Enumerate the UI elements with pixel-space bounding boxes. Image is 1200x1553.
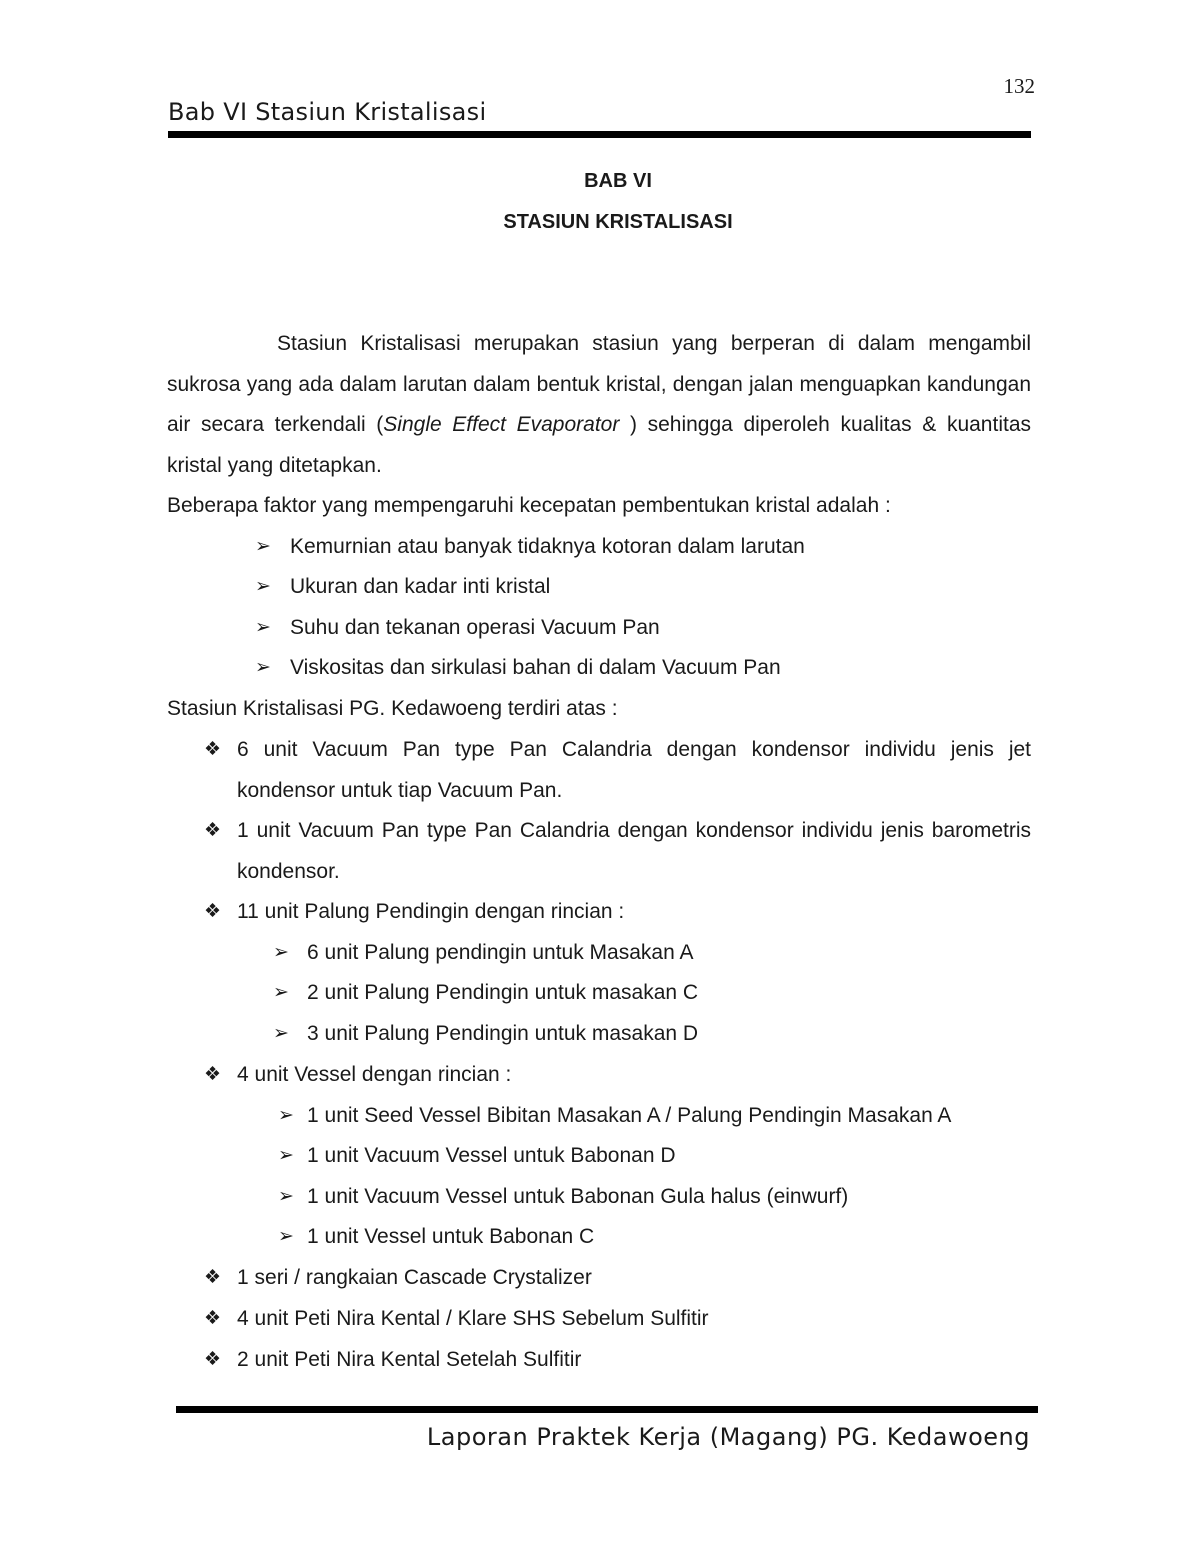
list-item: 11 unit Palung Pendingin dengan rincian : [237,900,625,923]
diamond-bullet-icon: ❖ [204,1267,222,1288]
diamond-bullet-icon: ❖ [204,1349,222,1370]
header-rule [168,131,1031,138]
arrow-bullet-icon: ➢ [273,942,289,963]
list-item: 4 unit Peti Nira Kental / Klare SHS Sebelum Sulfitir [237,1307,709,1330]
intro-paragraph [167,324,1031,486]
list-item: 1 unit Vacuum Pan type Pan Calandria dengan kondensor individu jenis barometris kondensor. [237,819,1031,883]
diamond-bullet-icon: ❖ [204,820,222,841]
footer-rule [176,1406,1038,1413]
sub-list-item-text: 2 unit Palung Pendingin untuk masakan C [307,981,699,1004]
running-footer: Laporan Praktek Kerja (Magang) PG. Kedawoeng [426,1423,1030,1451]
arrow-bullet-icon: ➢ [273,1023,289,1044]
sub-list-item-text: 1 unit Vessel untuk Babonan C [307,1225,595,1248]
arrow-bullet-icon: ➢ [255,657,271,678]
sub-list-item-text: 1 unit Vacuum Vessel untuk Babonan D [307,1144,676,1167]
diamond-bullet-icon: ❖ [204,739,222,760]
list-item: 2 unit Peti Nira Kental Setelah Sulfitir [237,1348,582,1371]
arrow-bullet-icon: ➢ [278,1105,294,1126]
page-number: 132 [1003,74,1035,98]
diamond-bullet-icon: ❖ [204,1308,222,1329]
arrow-bullet-icon: ➢ [273,982,289,1003]
arrow-bullet-icon: ➢ [255,536,271,557]
list-item-text: Ukuran dan kadar inti kristal [290,575,551,598]
factors-lead: Beberapa faktor yang mempengaruhi kecepatan pembentukan kristal adalah : [167,494,891,517]
diamond-bullet-icon: ❖ [204,901,222,922]
arrow-bullet-icon: ➢ [278,1145,294,1166]
list-item: 1 seri / rangkaian Cascade Crystalizer [237,1266,592,1289]
intro-text-end: ) sehingga diperoleh kualitas & kuantitas kristal yang ditetapkan. [167,413,1031,477]
intro-text-start: Stasiun Kristalisasi merupakan stasiun yang berperan di dalam mengambil sukrosa yang ada dalam larutan dalam bentuk kristal, dengan jalan menguapkan kandungan air secara terkendali ( [167,332,1031,437]
chapter-title: STASIUN KRISTALISASI [503,211,733,233]
diamond-bullet-icon: ❖ [204,1064,222,1085]
arrow-bullet-icon: ➢ [255,576,271,597]
list-item-text: Viskositas dan sirkulasi bahan di dalam Vacuum Pan [290,656,781,679]
list-item: 4 unit Vessel dengan rincian : [237,1063,512,1086]
sub-list-item-text: 1 unit Seed Vessel Bibitan Masakan A / Palung Pendingin Masakan A [307,1104,952,1127]
list-item: 6 unit Vacuum Pan type Pan Calandria dengan kondensor individu jenis jet kondensor untuk tiap Vacuum Pan. [237,738,1031,802]
sub-list-item-text: 3 unit Palung Pendingin untuk masakan D [307,1022,699,1045]
list-item-text: Suhu dan tekanan operasi Vacuum Pan [290,616,660,639]
intro-italic-term: Single Effect Evaporator [383,413,620,437]
list-item-text: Kemurnian atau banyak tidaknya kotoran dalam larutan [290,535,805,558]
sub-list-item-text: 1 unit Vacuum Vessel untuk Babonan Gula halus (einwurf) [307,1185,849,1208]
arrow-bullet-icon: ➢ [278,1186,294,1207]
arrow-bullet-icon: ➢ [255,617,271,638]
chapter-number: BAB VI [584,170,652,192]
station-lead: Stasiun Kristalisasi PG. Kedawoeng terdiri atas : [167,697,618,720]
running-header-title: Bab VI Stasiun Kristalisasi [168,98,487,126]
arrow-bullet-icon: ➢ [278,1226,294,1247]
sub-list-item-text: 6 unit Palung pendingin untuk Masakan A [307,941,694,964]
